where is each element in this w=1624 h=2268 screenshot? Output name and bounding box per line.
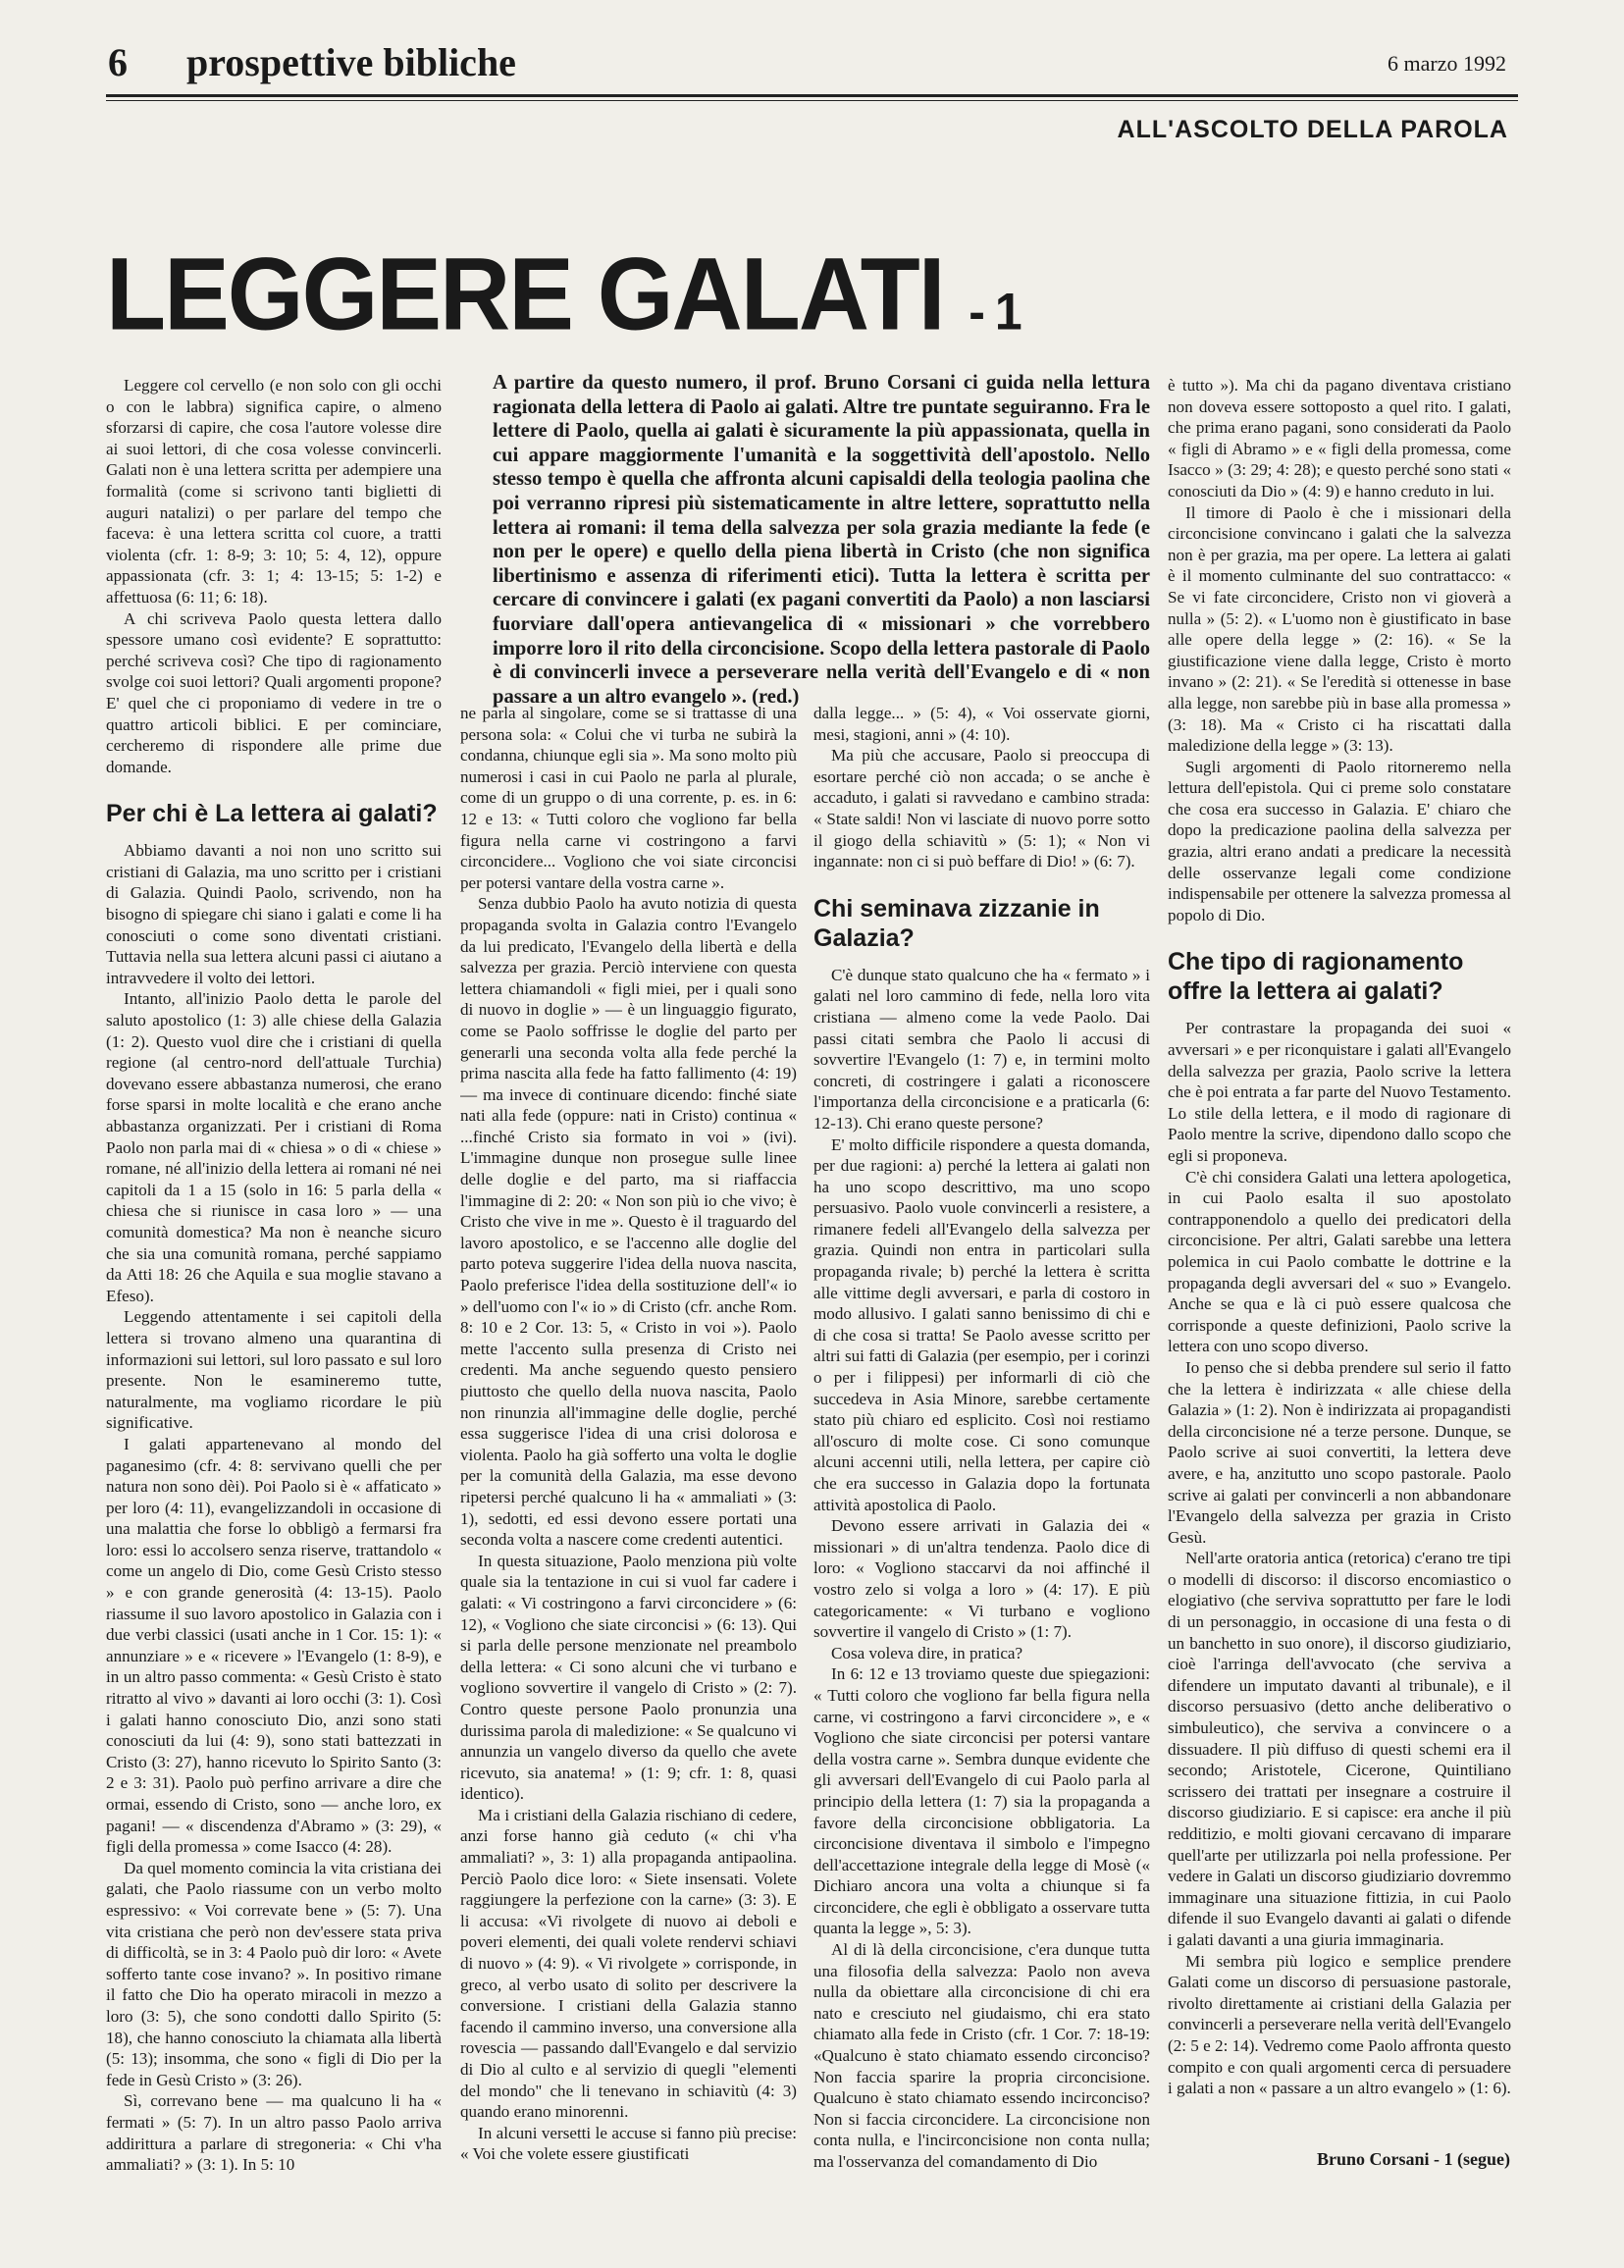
- paragraph: A chi scriveva Paolo questa lettera dallo spessore umano così evidente? E soprattutto: perché scriveva così? Che tipo di ragionamento svolge coi suoi lettori? Quali argomenti propone? E' quel che ci proponiamo di vedere in tre o quattro articoli biblici. E per cominciare, cercheremo di rispondere alle prime due domande.: [106, 608, 442, 776]
- paragraph: è tutto »). Ma chi da pagano diventava cristiano non doveva essere sottoposto a quel rito. I galati, che prima erano pagani, sono considerati da Paolo « figli di Abramo » e « figli della promessa, come Isacco » (3: 29; 4: 28); e questo perché sono stati « conosciuti da Dio » (4: 9) e hanno creduto in lui.: [1168, 376, 1511, 501]
- paragraph: Cosa voleva dire, in pratica?: [831, 1643, 1023, 1662]
- paragraph: Il timore di Paolo è che i missionari della circoncisione convincano i galati che la salvezza non è per grazia, ma per opere. La lettera ai galati è il momento culminante del suo contrattacco: « Se vi fate circoncidere, Cristo non vi gioverà a nulla » (5: 2). « L'uomo non è giustificato in base alle opere della legge » (2: 16). « Se la giustificazione viene dalla legge, Cristo è morto invano » (2: 21). « Se l'eredità si ottenesse in base alla legge, non sarebbe più in base alla promessa » (3: 18). Ma « Cristo ci ha riscattati dalla maledizione della legge » (3: 13).: [1168, 502, 1511, 756]
- masthead-rule-thin: [106, 100, 1518, 101]
- paragraph: Ma più che accusare, Paolo si preoccupa di esortare perché ciò non accada; o se anche è accaduto, i galati si ravvedano e cambino strada: « State saldi! Non vi lasciate di nuovo porre sotto il giogo della schiavitù » (5: 1); « Non vi ingannate: non ci si può beffare di Dio! » (6: 7).: [813, 746, 1150, 871]
- paragraph: Al di là della circoncisione, c'era dunque tutta una filosofia della salvezza: Paolo non aveva nulla da obiettare alla circoncisione di chi era nato e cresciuto nel giudaismo, chi era stato chiamato alla fede in Cristo (cfr. 1 Cor. 7: 18-19: «Qualcuno è stato chiamato essendo circonciso? Non faccia sparire la propria circoncisione. Qualcuno è stato chiamato essendo incirconciso? Non si faccia circoncidere. La circoncisione non conta nulla, e l'incirconcisione non conta nulla; ma l'osservanza del comandamento di Dio: [813, 1940, 1150, 2171]
- subheading: Che tipo di ragionamento offre la lettera ai galati?: [1168, 948, 1464, 1006]
- article-title-suffix: - 1: [969, 283, 1021, 342]
- paragraph: Sì, correvano bene — ma qualcuno li ha « fermati » (5: 7). In un altro passo Paolo arriva addirittura a parlare di stregoneria: « Chi v'ha ammaliati? » (3: 1). In 5: 10: [106, 2091, 442, 2175]
- column-4: [1168, 375, 1511, 2181]
- column-2: [460, 703, 797, 2194]
- paragraph: Sugli argomenti di Paolo ritorneremo nella lettura dell'epistola. Qui ci preme solo constatare che cosa era successo in Galazia. E' chiaro che dopo la predicazione paolina della salvezza per grazia, altri erano andati a predicare la necessità delle osservanze legali come condizione indispensabile per ottenere la salvezza promessa al popolo di Dio.: [1168, 757, 1511, 924]
- paragraph: dalla legge... » (5: 4), « Voi osservate giorni, mesi, stagioni, anni » (4: 10).: [813, 704, 1150, 744]
- subheading: Chi seminava zizzanie in Galazia?: [813, 894, 1100, 952]
- paragraph: In alcuni versetti le accuse si fanno più precise: « Voi che volete essere giustificati: [460, 2123, 797, 2164]
- paragraph: E' molto difficile rispondere a questa domanda, per due ragioni: a) perché la lettera ai galati non ha uno scopo descrittivo, ma uno scopo persuasivo. Paolo vuole convincerli a resistere, a rimanere fedeli all'Evangelo della salvezza per grazia. Quindi non entra in particolari sulla propaganda rivale; b) perché la lettera è scritta alle vittime degli avversari, e parla di costoro in modo allusivo. I galati sanno benissimo di chi e di che cosa si tratta! Se Paolo avesse scritto per altri sui fatti di Galazia (per esempio, per i corinzi o per i filippesi) per informarli di ciò che succedeva in Asia Minore, sarebbe certamente stato più chiaro ed esplicito. Così noi restiamo all'oscuro di molte cose. Ci sono comunque alcuni accenni utili, nella lettera, per capire ciò che era successo in Galazia dopo la fortunata attività apostolica di Paolo.: [813, 1134, 1150, 1514]
- paragraph: Devono essere arrivati in Galazia dei « missionari » di un'altra tendenza. Paolo dice di loro: « Vogliono staccarvi da noi affinché il vostro zelo si volga a loro » (4: 17). E più categoricamente: « Vi turbano e vogliono sovvertire il vangelo di Cristo » (1: 7).: [813, 1516, 1150, 1642]
- paragraph: In 6: 12 e 13 troviamo queste due spiegazioni: « Tutti coloro che vogliono far bella figura nella carne, vi costringono a farvi circoncidere », e « Vogliono che siate circoncisi per potersi vantare della vostra carne ». Sembra dunque evidente che gli avversari dell'Evangelo di cui Paolo parla al principio della lettera (1: 7) sia la propaganda a favore della circoncisione obbligatoria. La circoncisione diventava il simbolo e l'impegno dell'accettazione integrale della legge di Mosè (« Dichiaro ancora una volta a chiunque si fa circoncidere, che egli è obbligato a osservare tutta quanta la legge », 5: 3).: [813, 1664, 1150, 1938]
- paragraph: I galati appartenevano al mondo del paganesimo (cfr. 4: 8: servivano quelli che per natura non sono dèi). Poi Paolo si è « affaticato » per loro (4: 11), evangelizzandoli in occasione di una malattia che forse lo obbligò a fermarsi fra loro: essi lo accolsero senza riserve, trattandolo « come un angelo di Dio, come Gesù Cristo stesso » e con grande generosità (4: 13-15). Paolo riassume il suo lavoro apostolico in Galazia con i due verbi classici (usati anche in 1 Cor. 15: 1): « annunziare » e « ricevere » l'Evangelo (1: 8-9), e in un altro passo commenta: « Gesù Cristo è stato ritratto al vivo » davanti ai loro occhi (3: 1). Così i galati hanno conosciuto Dio, anzi sono stati conosciuti da lui (4: 9), sono stati battezzati in Cristo (3: 27), hanno ricevuto lo Spirito Santo (3: 2 e 3: 31). Paolo può perfino arrivare a dire che ormai, essendo di Cristo, sono — anche loro, ex pagani! — « discendenza d'Abramo » (3: 29), « figli della promessa » come Isacco (4: 28).: [106, 1434, 442, 1857]
- paragraph: Da quel momento comincia la vita cristiana dei galati, che Paolo riassume con un verbo molto espressivo: « Voi correvate bene » (5: 7). Una vita cristiana che però non dev'essere stata priva di difficoltà, se in 3: 4 Paolo può dir loro: « Avete sofferto tante cose invano? ». In positivo rimane il fatto che Dio ha operato miracoli in mezzo a loro (3: 5), che sono condotti dallo Spirito (5: 18), che hanno conosciuto la chiamata alla libertà (5: 13); insomma, che sono « figli di Dio per la fede in Gesù Cristo » (3: 26).: [106, 1858, 442, 2089]
- paragraph: C'è chi considera Galati una lettera apologetica, in cui Paolo esalta il suo apostolato contrapponendolo a quello dei predicatori della circoncisione. Per altri, Galati sarebbe una lettera polemica in cui Paolo combatte le dottrine e la propaganda degli avversari del « suo » Evangelo. Anche se qua e là ci può essere qualcosa che corrisponde a queste definizioni, Paolo scrive la lettera con uno scopo diverso.: [1168, 1167, 1511, 1356]
- article-title: [106, 236, 1021, 354]
- masthead-rule: [106, 94, 1518, 97]
- paragraph: Io penso che si debba prendere sul serio il fatto che la lettera è indirizzata « alle chiese della Galazia » (1: 2). Non è indirizzata ai propagandisti della circoncisione né a terze persone. Dunque, se Paolo scrive ai suoi convertiti, la lettera deve avere, e ha, anzitutto uno scopo pastorale. Paolo scrive ai galati per convincerli a non abbandonare l'Evangelo della salvezza per grazia in Cristo Gesù.: [1168, 1357, 1511, 1547]
- page-number: 6: [108, 40, 128, 84]
- paragraph: Per contrastare la propaganda dei suoi « avversari » e per riconquistare i galati all'Evangelo della salvezza per grazia, Paolo scrive la lettera che è poi entrata a far parte del Nuovo Testamento. Lo stile della lettera, e il modo di ragionare di Paolo mentre la scrive, dipendono dallo scopo che egli si proponeva.: [1168, 1019, 1511, 1165]
- paragraph: Senza dubbio Paolo ha avuto notizia di questa propaganda svolta in Galazia contro l'Evangelo da lui predicato, l'Evangelo della libertà e della salvezza per grazia. Perciò interviene con questa lettera chiamandoli « figli miei, per i quali sono di nuovo in doglie » — è un linguaggio figurato, come se Paolo soffrisse le doglie del parto per generarli una seconda volta alla fede perché la prima nascita alla fede ha fatto fallimento (4: 19) — ma invece di continuare dicendo: finché siate nati alla fede (oppure: nati in Cristo) continua « ...finché Cristo sia formato in voi » (ivi). L'immagine dunque non prosegue sulle linee delle doglie e del parto, ma si riaffaccia l'immagine di 2: 20: « Non son più io che vivo; è Cristo che vive in me ». Questo è il traguardo del lavoro apostolico, e se l'accenno alle doglie del parto poteva suggerire l'idea della nuova nascita, Paolo preferisce l'idea della sostituzione dell'« io » dell'uomo con l'« io » di Cristo (cfr. anche Rom. 8: 10 e 2 Cor. 13: 5, « Cristo in voi »). Paolo mette l'accento sulla presenza di Cristo nei credenti. Ma anche seguendo questo pensiero piuttosto che quello della nuova nascita, Paolo non rinunzia all'immagine delle doglie, perché essa suggerisce l'idea di una crisi dolorosa e violenta. Paolo ha già sofferto una volta le doglie per la comunità della Galazia, ma esse devono ripetersi perché qualcuno li ha « ammaliati » (3: 1), sedotti, ed essi devono essere portati una seconda volta a nascere come credenti autentici.: [460, 894, 797, 1550]
- newspaper-name: prospettive bibliche: [186, 40, 516, 84]
- paragraph: Leggere col cervello (e non solo con gli occhi o con le labbra) significa capire, o almeno sforzarsi di capire, che cosa l'autore volesse dire ai suoi lettori, di che cosa volesse convincerli. Galati non è una lettera scritta per adempiere una formalità (come si scrivono tanti biglietti di auguri natalizi) o per parlare del tempo che faceva: è una lettera scritta col cuore, a tratti violenta (cfr. 1: 8-9; 3: 10; 5: 4, 12), oppure appassionata (cfr. 3: 1; 4: 13-15; 5: 1-2) e affettuosa (6: 11; 6: 18).: [106, 376, 442, 607]
- paragraph: Abbiamo davanti a noi non uno scritto sui cristiani di Galazia, ma uno scritto per i cristiani di Galazia. Quindi Paolo, scrivendo, non ha bisogno di spiegare chi siano i galati e come li ha conosciuti o come sono diventati cristiani. Tuttavia nella sua lettera alcuni passi ci aiutano a intravvedere il volto dei lettori.: [106, 841, 442, 987]
- section-rubric: ALL'ASCOLTO DELLA PAROLA: [1117, 116, 1508, 143]
- paragraph: Ma i cristiani della Galazia rischiano di cedere, anzi forse hanno già ceduto (« chi v'ha ammaliati? », 3: 1) alla propaganda antipaolina. Perciò Paolo dice loro: « Siete insensati. Volete raggiungere la perfezione con la carne» (3: 3). E li accusa: «Vi rivolgete di nuovo ai deboli e poveri elementi, dei quali volete rendervi schiavi di nuovo » (4: 9). « Vi rivolgete » corrisponde, in greco, al verbo usato di solito per descrivere la conversione. I cristiani della Galazia stanno facendo il cammino inverso, una conversione alla rovescia — passando dall'Evangelo e dal servizio di Dio al culto e al servizio di quegli "elementi del mondo" che li tenevano in schiavitù (4: 3) quando erano minorenni.: [460, 1805, 797, 2122]
- paragraph: Intanto, all'inizio Paolo detta le parole del saluto apostolico (1: 3) alle chiese della Galazia (1: 2). Questo vuol dire che i cristiani di quella regione (al centro-nord dell'attuale Turchia) dovevano essere abbastanza numerosi, che erano forse sparsi in molte località e che erano anche abbastanza organizzati. Per i cristiani di Roma Paolo non parla mai di « chiesa » o di « chiese » romane, né all'inizio della lettera ai romani né nei capitoli da 1 a 15 (solo in 16: 5 parla della « chiesa che si riunisce in casa loro » — una comunità domestica? Ma non è neanche sicuro che sia una comunità romana, perché sappiamo da Atti 18: 26 che Aquila e sua moglie stavano a Efeso).: [106, 989, 442, 1305]
- author-signature: Bruno Corsani - 1 (segue): [1317, 2149, 1510, 2169]
- article-title-text: LEGGERE GALATI: [106, 237, 944, 352]
- paragraph: Leggendo attentamente i sei capitoli della lettera si trovano almeno una quarantina di informazioni sui lettori, sul loro passato e sul loro presente. Non le esamineremo tutte, naturalmente, ma vogliamo ricordare le più significative.: [106, 1307, 442, 1433]
- subheading: Per chi è La lettera ai galati?: [106, 800, 438, 828]
- paragraph: Mi sembra più logico e semplice prendere Galati come un discorso di persuasione pastorale, rivolto direttamente ai cristiani della Galazia per convincerli a perseverare nella verità dell'Evangelo (2: 5 e 2: 14). Vedremo come Paolo affronta questo compito e con quali argomenti cerca di persuadere i galati a non « passare a un altro evangelo » (1: 6).: [1168, 1951, 1511, 2098]
- paragraph: C'è dunque stato qualcuno che ha « fermato » i galati nel loro cammino di fede, nella loro vita cristiana — almeno come la vede Paolo. Dai passi citati sembra che Paolo li accusi di sovvertire l'Evangelo (1: 7) e, in termini molto concreti, di costringere i galati a riconoscere l'importanza della circoncisione e a praticarla (6: 12-13). Chi erano queste persone?: [813, 965, 1150, 1133]
- paragraph: In questa situazione, Paolo menziona più volte quale sia la tentazione in cui si vuol far cadere i galati: « Vi costringono a farvi circoncidere » (6: 12), « Vogliono che siate circoncisi » (6: 13). Qui si parla delle persone menzionate nel preambolo della lettera: « Ci sono alcuni che vi turbano e vogliono sovvertire il vangelo di Cristo » (2: 7). Contro queste persone Paolo pronunzia una durissima parola di maledizione: « Se qualcuno vi annunzia un vangelo diverso da quello che avete ricevuto, sia anatema! » (1: 9; cfr. 1: 8, quasi identico).: [460, 1551, 797, 1804]
- issue-date: 6 marzo 1992: [1388, 51, 1506, 76]
- editorial-intro: A partire da questo numero, il prof. Bruno Corsani ci guida nella lettura ragionata della lettera di Paolo ai galati. Altre tre puntate seguiranno. Fra le lettere di Paolo, quella ai galati è sicuramente la più appassionata, quella in cui appare maggiormente l'umanità e la soggettività dell'apostolo. Nello stesso tempo è quella che affronta alcuni capisaldi della teologia paolina che poi verranno ripresi più sistematicamente in altre lettere, soprattutto nella lettera ai romani: il tema della salvezza per sola grazia mediante la fede (e non per le opere) e quello della piena libertà in Cristo (che non significa libertinismo e assenza di riferimenti etici). Tutta la lettera è scritta per cercare di convincere i galati (ex pagani convertiti da Paolo) a non lasciarsi fuorviare dall'opera antievangelica di « missionari » che vorrebbero imporre loro il rito della circoncisione. Scopo della lettera pastorale di Paolo è di convincerli invece a perseverare nella verità dell'Evangelo e di « non passare a un altro evangelo ». (red.): [493, 372, 1150, 708]
- paragraph: ne parla al singolare, come se si trattasse di una persona sola: « Colui che vi turba ne subirà la condanna, chiunque egli sia ». Ma sono molto più numerosi i casi in cui Paolo ne parla al plurale, come di un gruppo o di una corrente, p. es. in 6: 12 e 13: « Tutti coloro che vogliono far bella figura nella carne vi costringono a farvi circoncidere... Vogliono che voi siate circoncisi per potersi vantare della vostra carne ».: [460, 704, 797, 892]
- paragraph: Nell'arte oratoria antica (retorica) c'erano tre tipi o modelli di discorso: il discorso encomiastico o elogiativo (che serviva soprattutto per fare le lodi di un personaggio, in occasione di una festa o di un banchetto in suo onore), il discorso giudiziario, cioè l'arringa dell'avvocato (che serviva a difendere un imputato davanti al tribunale), e il discorso persuasivo (detto anche deliberativo o simbuleutico), che serviva a convincere o a dissuadere. Il più diffuso di questi schemi era il secondo; Aristotele, Cicerone, Quintiliano scrissero dei trattati per insegnare a costruire il discorso giudiziario. E si capisce: era anche il più redditizio, e molti giovani cercavano di imparare quell'arte per utilizzarla poi nella professione. Per vedere in Galati un discorso giudiziario dovremmo immaginare una situazione fittizia, in cui Paolo difende il suo Evangelo davanti ai galati o difende i galati davanti a una giuria immaginaria.: [1168, 1549, 1511, 1949]
- column-1: [106, 375, 442, 2181]
- column-3: [813, 703, 1150, 2194]
